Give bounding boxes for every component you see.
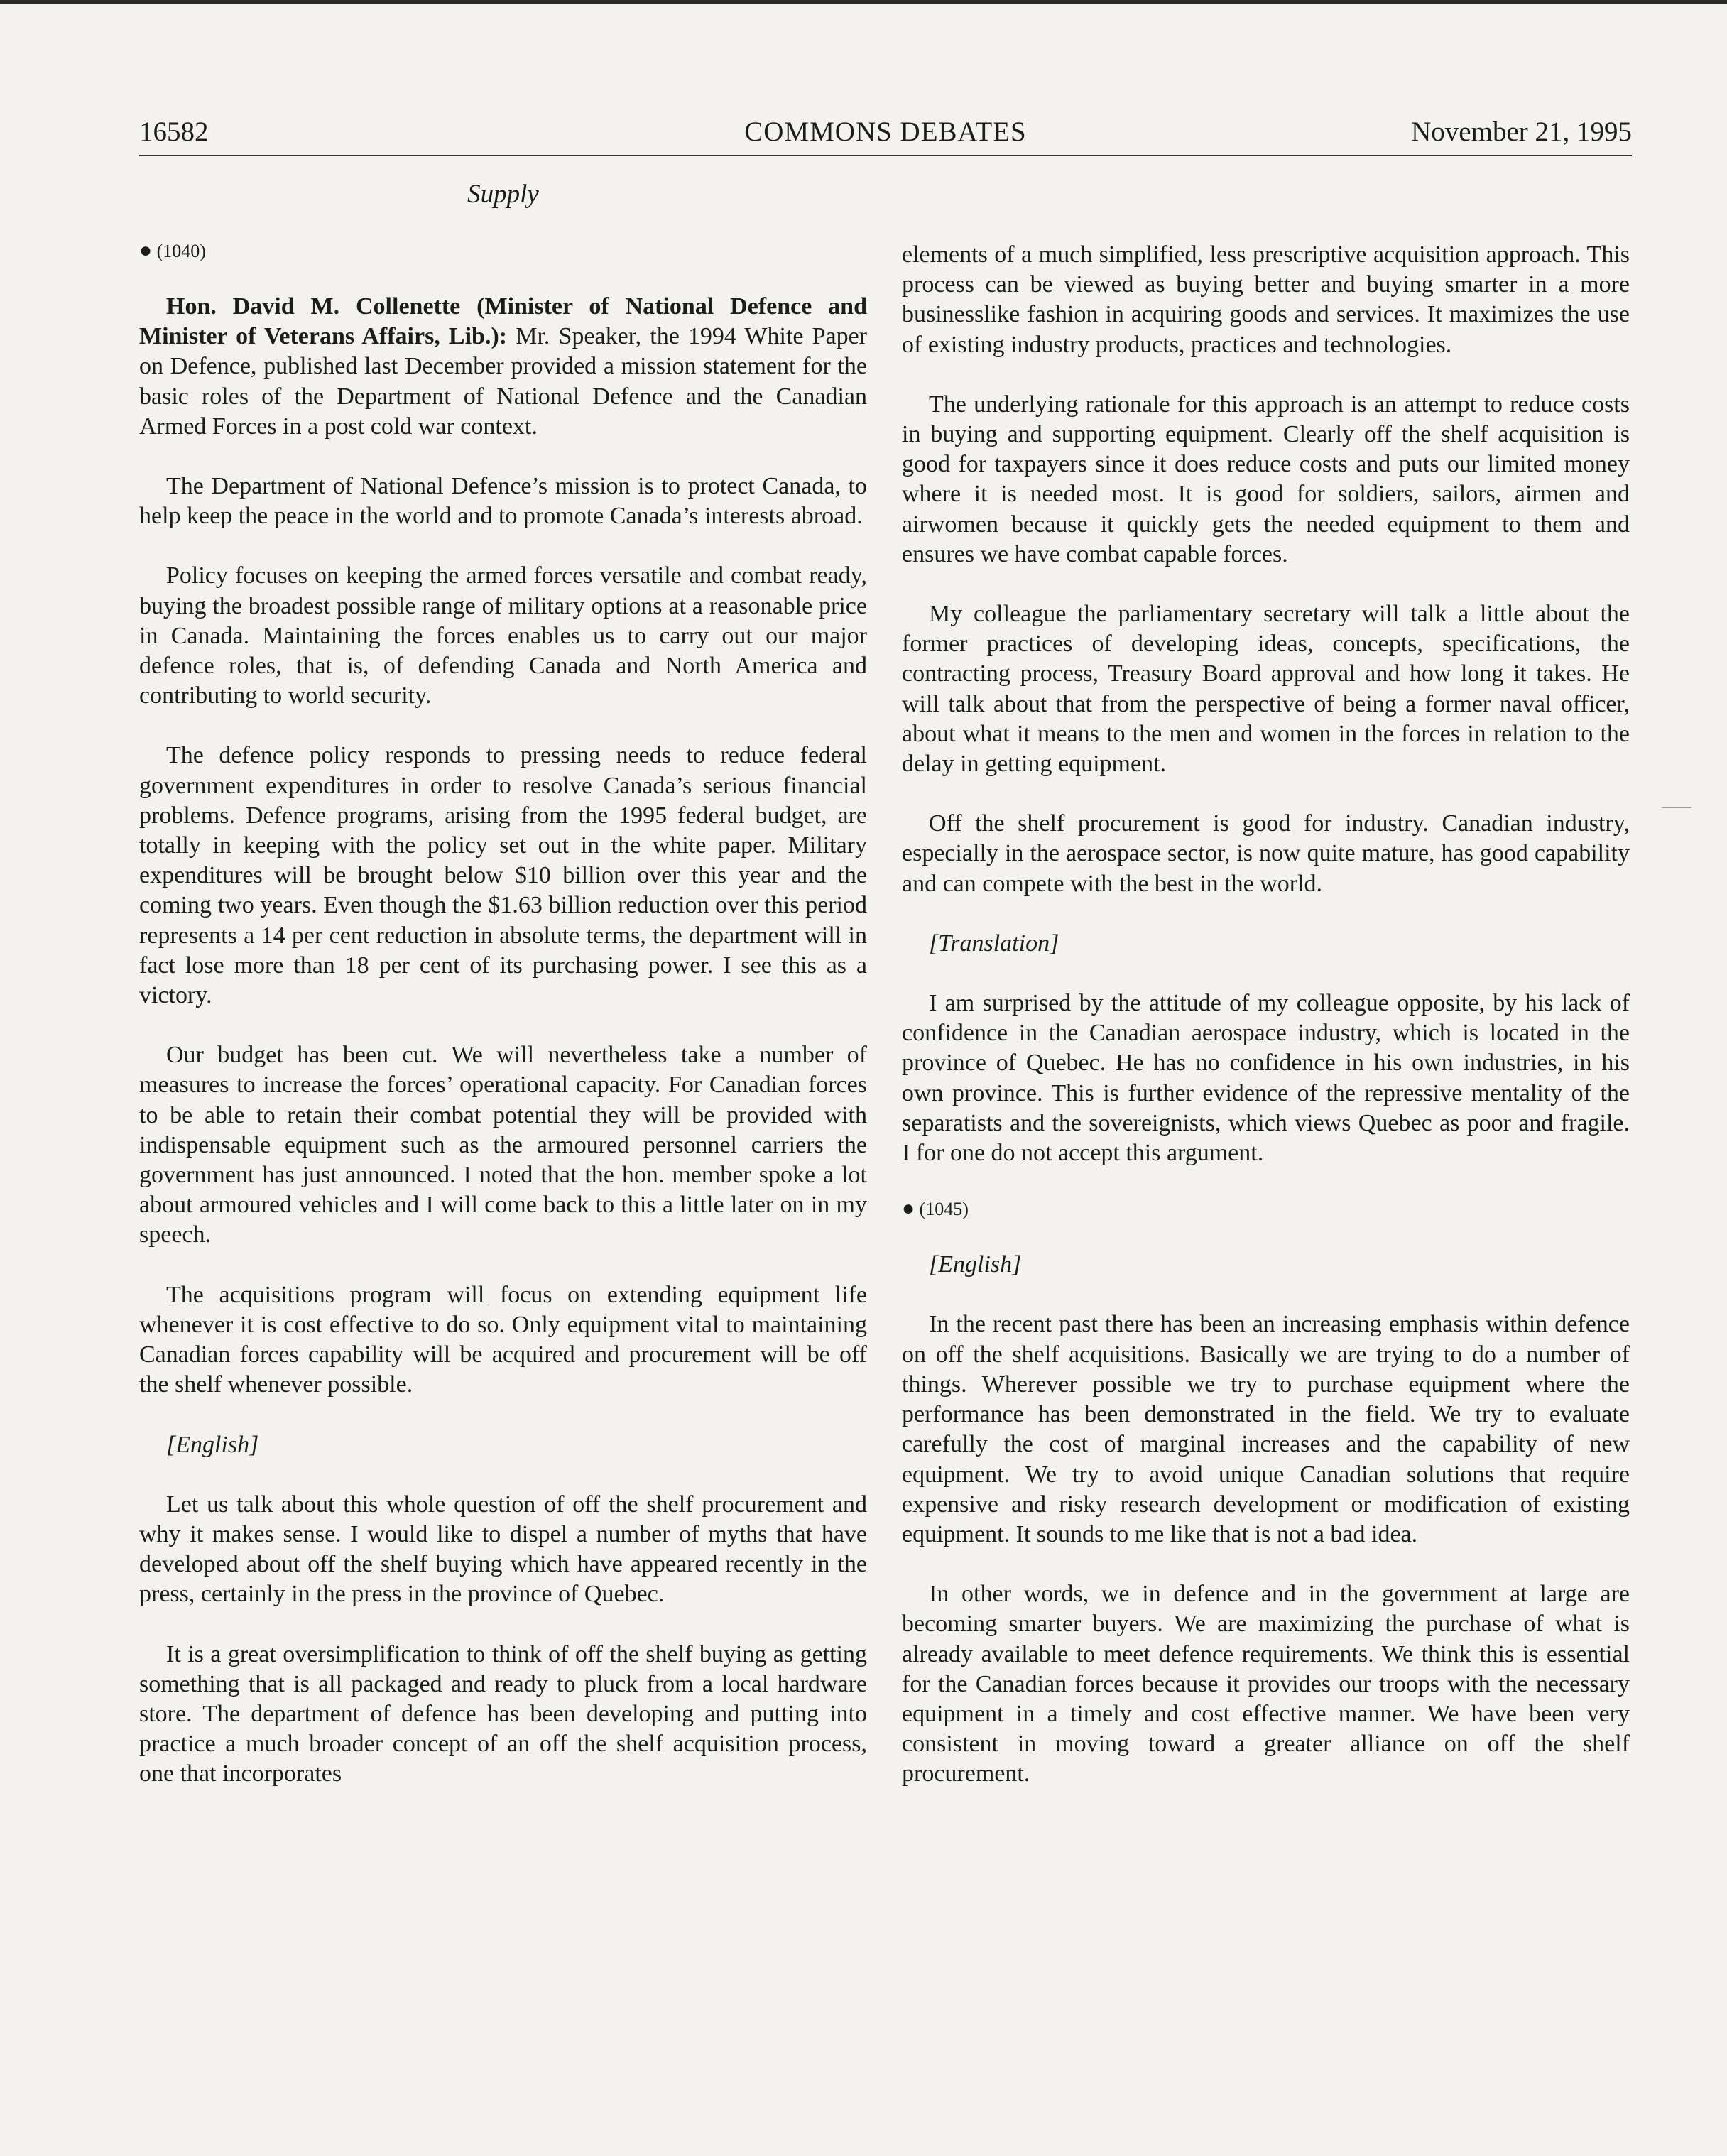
- speaker-name: Hon. David M. Collenette (Minister of National Defence and Minister of Veterans Affairs, Lib.):: [139, 293, 867, 350]
- page-top-edge: [0, 0, 1727, 4]
- header-rule: [139, 155, 1632, 156]
- page-number: 16582: [139, 116, 209, 147]
- paragraph: Policy focuses on keeping the armed forces versatile and combat ready, buying the broadest possible range of military options at a reasonable price in Canada. Maintaining the forces enables us to carry out our major defence roles, that is, of defending Canada and North America and contributing to world security.: [139, 562, 867, 709]
- margin-mark: [1662, 807, 1691, 808]
- paragraph: Our budget has been cut. We will nevertheless take a number of measures to increase the forces’ operational capacity. For Canadian forces to be able to retain their combat potential they will be provided with indispensable equipment such as the armoured personnel carriers the government has just announced. I noted that the hon. member spoke a lot about armoured vehicles and I will come back to this a little later on in my speech.: [139, 1042, 867, 1248]
- time-marker: ● (1045): [902, 1197, 969, 1221]
- paragraph: It is a great oversimplification to think of off the shelf buying as getting something that is all packaged and ready to pluck from a local hardware store. The department of defence has been developing and putting into practice a much broader concept of an off the shelf acquisition process, one that incorporates: [139, 1640, 867, 1787]
- right-column: [902, 240, 1630, 1819]
- language-marker: [Translation]: [929, 930, 1059, 957]
- publication-title: COMMONS DEBATES: [744, 116, 1027, 147]
- section-title: Supply: [467, 180, 539, 209]
- paragraph: My colleague the parliamentary secretary will talk a little about the former practices of developing ideas, concepts, specifications, the contracting process, Treasury Board approval and how long it takes. He will talk about that from the perspective of being a former naval officer, about what it means to the men and women in the forces in relation to the delay in getting equipment.: [902, 601, 1630, 778]
- paragraph: Let us talk about this whole question of off the shelf procurement and why it makes sense. I would like to dispel a number of myths that have developed about off the shelf buying which have appeared recently in the press, certainly in the press in the province of Quebec.: [139, 1491, 867, 1608]
- paragraph: The defence policy responds to pressing needs to reduce federal government expenditures in order to resolve Canada’s serious financial problems. Defence programs, arising from the 1995 federal budget, are totally in keeping with the policy set out in the white paper. Military expenditures will be brought below $10 billion over this year and the coming two years. Even though the $1.63 billion reduction over this period represents a 14 per cent reduction in absolute terms, the department will in fact lose more than 18 per cent of its purchasing power. I see this as a victory.: [139, 742, 867, 1009]
- bullet-icon: ●: [139, 239, 153, 262]
- running-header: [139, 112, 1632, 152]
- paragraph: The acquisitions program will focus on extending equipment life whenever it is cost effective to do so. Only equipment vital to maintaining Canadian forces capability will be acquired and procurement will be off the shelf whenever possible.: [139, 1281, 867, 1398]
- language-marker: [English]: [929, 1251, 1022, 1278]
- paragraph: In the recent past there has been an increasing emphasis within defence on off the shelf acquisitions. Basically we are trying to do a number of things. Wherever possible we try to purchase equipment where the performance has been demonstrated in the field. We try to evaluate carefully the cost of marginal increases and the capability of new equipment. We try to avoid unique Canadian solutions that require expensive and risky research development or modification of existing equipment. It sounds to me like that is not a bad idea.: [902, 1311, 1630, 1547]
- left-column: [139, 240, 867, 1819]
- language-marker: [English]: [166, 1431, 259, 1458]
- time-marker: ● (1040): [139, 239, 206, 262]
- paragraph: elements of a much simplified, less prescriptive acquisition approach. This process can be viewed as buying better and buying smarter in a more businesslike fashion in acquiring goods and services. It maximizes the use of existing industry products, practices and technologies.: [902, 241, 1630, 358]
- bullet-icon: ●: [902, 1197, 915, 1221]
- publication-date: November 21, 1995: [1411, 116, 1632, 147]
- paragraph: In other words, we in defence and in the government at large are becoming smarter buyers. We are maximizing the purchase of what is already available to meet defence requirements. We think this is essential for the Canadian forces because it provides our troops with the necessary equipment in a timely and cost effective manner. We have been very consistent in moving toward a greater alliance on off the shelf procurement.: [902, 1581, 1630, 1787]
- paragraph: Hon. David M. Collenette (Minister of National Defence and Minister of Veterans Affairs, Lib.): Mr. Speaker, the 1994 White Paper on Defence, published last December provided a mission statement for the basic roles of the Department of National Defence and the Canadian Armed Forces in a post cold war context.: [139, 293, 867, 440]
- paragraph: I am surprised by the attitude of my colleague opposite, by his lack of confidence in the Canadian aerospace industry, which is located in the province of Quebec. He has no confidence in his own industries, in his own province. This is further evidence of the repressive mentality of the separatists and the sovereignists, which views Quebec as poor and fragile. I for one do not accept this argument.: [902, 990, 1630, 1167]
- paragraph: The Department of National Defence’s mission is to protect Canada, to help keep the peace in the world and to promote Canada’s interests abroad.: [139, 473, 867, 530]
- paragraph: Off the shelf procurement is good for industry. Canadian industry, especially in the aerospace sector, is now quite mature, has good capability and can compete with the best in the world.: [902, 810, 1630, 897]
- paragraph: The underlying rationale for this approach is an attempt to reduce costs in buying and supporting equipment. Clearly off the shelf acquisition is good for taxpayers since it does reduce costs and puts our limited money where it is needed most. It is good for soldiers, sailors, airmen and airwomen because it quickly gets the needed equipment to them and ensures we have combat capable forces.: [902, 391, 1630, 567]
